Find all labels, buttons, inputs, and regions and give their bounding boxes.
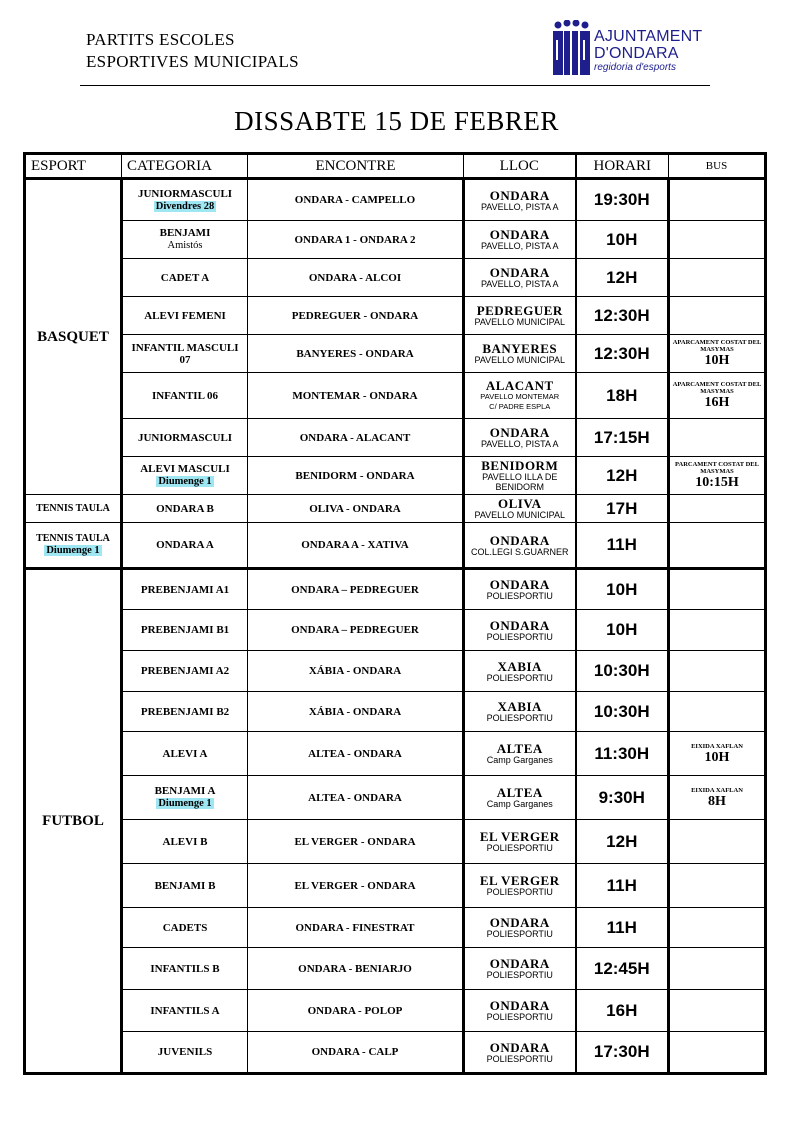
sport-futbol: FUTBOL <box>25 569 122 1074</box>
time-cell: 12:30H <box>576 297 669 335</box>
category-label: ALEVI FEMENI <box>144 309 226 322</box>
col-category: CATEGORIA <box>122 154 248 179</box>
place-name: ONDARA <box>489 265 550 280</box>
place-cell <box>464 373 576 419</box>
table-row <box>25 373 766 419</box>
category-cell <box>122 651 248 692</box>
match-cell: XÁBIA - ONDARA <box>248 692 464 732</box>
table-row <box>25 457 766 495</box>
place-cell <box>464 179 576 221</box>
place-name: ONDARA <box>489 998 550 1013</box>
match-cell: ONDARA A - XATIVA <box>248 523 464 569</box>
bus-note: APARCAMENT COSTAT DEL MASYMAS <box>672 339 762 353</box>
place-cell <box>464 610 576 651</box>
col-match: ENCONTRE <box>248 154 464 179</box>
place-cell <box>464 457 576 495</box>
time-cell: 12H <box>576 457 669 495</box>
time-cell: 17:30H <box>576 1032 669 1074</box>
bus-time: 10H <box>704 353 730 368</box>
time-cell: 16H <box>576 990 669 1032</box>
place-detail: PAVELLO ILLA DE <box>482 472 558 482</box>
logo-line-3: regidoria d'esports <box>594 62 676 73</box>
place-cell <box>464 259 576 297</box>
place-detail: POLIESPORTIU <box>486 631 553 642</box>
place-cell <box>464 523 576 569</box>
category-note-text: Amistós <box>167 240 203 251</box>
place-cell <box>464 776 576 820</box>
category-cell <box>122 297 248 335</box>
place-name: ONDARA <box>489 425 550 440</box>
category-cell <box>122 732 248 776</box>
match-cell: ALTEA - ONDARA <box>248 776 464 820</box>
place-cell <box>464 221 576 259</box>
match-cell: ONDARA - BENIARJO <box>248 948 464 990</box>
category-label: INFANTIL 06 <box>151 389 219 402</box>
match-cell: ONDARA - CALP <box>248 1032 464 1074</box>
category-cell <box>122 1032 248 1074</box>
place-detail: POLIESPORTIU <box>486 970 553 980</box>
category-label: PREBENJAMI A2 <box>140 665 230 677</box>
category-note <box>123 200 247 213</box>
place-detail: Camp Garganes <box>486 755 553 765</box>
place-cell <box>464 1032 576 1074</box>
place-name: OLIVA <box>498 496 542 511</box>
category-label: BENJAMI B <box>154 879 216 892</box>
table-row <box>25 495 766 523</box>
bus-note: PARCAMENT COSTAT DEL MASYMAS <box>675 461 759 475</box>
logo-line-2: D'ONDARA <box>594 45 679 62</box>
place-cell <box>464 495 576 523</box>
bus-time: 16H <box>704 395 730 410</box>
header-line-2: ESPORTIVES MUNICIPALS <box>86 52 299 71</box>
sport-tennis-taula <box>25 495 122 523</box>
category-cell <box>122 864 248 908</box>
place-name: ONDARA <box>489 187 550 203</box>
place-name: ONDARA <box>489 577 550 592</box>
logo-wordmark <box>594 28 702 74</box>
page-title: DISSABTE 15 DE FEBRER <box>234 106 559 136</box>
table-row <box>25 221 766 259</box>
time-cell: 17:15H <box>576 419 669 457</box>
place-detail: PAVELLO MUNICIPAL <box>474 317 566 327</box>
place-cell <box>464 651 576 692</box>
table-row <box>25 732 766 776</box>
place-cell <box>464 864 576 908</box>
place-name: ONDARA <box>489 1039 550 1055</box>
category-cell <box>122 948 248 990</box>
bus-cell <box>669 651 766 692</box>
category-cell <box>122 569 248 610</box>
schedule-table <box>23 152 767 1075</box>
bus-cell <box>669 335 766 373</box>
sport-tennis-label: TENNIS TAULA <box>36 503 110 514</box>
bus-cell <box>669 297 766 335</box>
category-cell <box>122 820 248 864</box>
sport-tennis-label: TENNIS TAULA <box>36 533 110 544</box>
col-bus: BUS <box>669 154 766 179</box>
match-cell: ONDARA – PEDREGUER <box>248 610 464 651</box>
bus-cell <box>669 990 766 1032</box>
bus-cell <box>669 864 766 908</box>
category-label: JUVENILS <box>157 1046 213 1058</box>
place-cell <box>464 297 576 335</box>
category-cell <box>122 523 248 569</box>
category-cell <box>122 908 248 948</box>
category-label: PREBENJAMI A1 <box>140 583 230 596</box>
bus-cell <box>669 373 766 419</box>
place-detail: COL.LEGI S.GUARNER <box>470 546 569 557</box>
bus-cell <box>669 569 766 610</box>
time-cell: 19:30H <box>576 179 669 221</box>
time-cell: 11:30H <box>576 732 669 776</box>
place-cell <box>464 692 576 732</box>
table-row <box>25 610 766 651</box>
category-label: ALEVI B <box>162 835 208 848</box>
place-name: ALTEA <box>496 741 543 756</box>
col-time: HORARI <box>576 154 669 179</box>
place-detail: PAVELLO MUNICIPAL <box>474 510 566 520</box>
category-cell <box>122 419 248 457</box>
time-cell: 9:30H <box>576 776 669 820</box>
bus-cell <box>669 419 766 457</box>
place-name: ALACANT <box>485 378 554 393</box>
category-label: INFANTILS B <box>150 962 220 975</box>
category-cell <box>122 259 248 297</box>
bus-cell <box>669 259 766 297</box>
place-detail: PAVELLO, PISTA A <box>480 241 559 251</box>
place-detail: PAVELLO MONTEMAR <box>480 392 560 401</box>
place-detail: POLIESPORTIU <box>486 1053 553 1064</box>
category-note <box>123 797 247 810</box>
time-cell: 10:30H <box>576 651 669 692</box>
category-label: INFANTIL MASCULI <box>131 341 239 354</box>
bus-time: 8H <box>708 793 726 809</box>
match-cell: BENIDORM - ONDARA <box>248 457 464 495</box>
category-cell <box>122 179 248 221</box>
category-cell <box>122 335 248 373</box>
bus-cell <box>669 1032 766 1074</box>
bus-cell <box>669 523 766 569</box>
bus-cell <box>669 948 766 990</box>
category-label: ONDARA A <box>156 539 214 551</box>
match-cell: OLIVA - ONDARA <box>248 495 464 523</box>
col-sport: ESPORT <box>25 154 122 179</box>
place-detail: POLIESPORTIU <box>486 887 553 897</box>
table-row <box>25 179 766 221</box>
time-cell: 10:30H <box>576 692 669 732</box>
category-cell <box>122 495 248 523</box>
table-row <box>25 335 766 373</box>
table-row <box>25 651 766 692</box>
table-row <box>25 948 766 990</box>
category-label: PREBENJAMI B1 <box>140 624 230 636</box>
match-cell: ONDARA - FINESTRAT <box>248 908 464 948</box>
table-row <box>25 1032 766 1074</box>
place-cell <box>464 732 576 776</box>
time-cell: 18H <box>576 373 669 419</box>
place-name: XABIA <box>497 699 542 714</box>
place-detail: POLIESPORTIU <box>486 1012 553 1022</box>
place-name: EL VERGER <box>479 829 560 844</box>
place-name: BANYERES <box>482 341 558 356</box>
place-cell <box>464 908 576 948</box>
category-label: PREBENJAMI B2 <box>140 705 230 718</box>
time-cell: 11H <box>576 523 669 569</box>
match-cell: EL VERGER - ONDARA <box>248 820 464 864</box>
category-note-text: Diumenge 1 <box>158 798 212 809</box>
category-cell <box>122 990 248 1032</box>
category-cell <box>122 221 248 259</box>
table-row <box>25 990 766 1032</box>
bus-cell <box>669 221 766 259</box>
category-cell <box>122 692 248 732</box>
match-cell: BANYERES - ONDARA <box>248 335 464 373</box>
match-cell: ALTEA - ONDARA <box>248 732 464 776</box>
place-name: ALTEA <box>496 785 543 800</box>
category-label: JUNIORMASCULI <box>137 431 233 444</box>
table-row <box>25 820 766 864</box>
category-note-text: Divendres 28 <box>155 200 215 212</box>
category-note-text: Diumenge 1 <box>158 476 212 487</box>
bus-cell <box>669 820 766 864</box>
place-detail: PAVELLO, PISTA A <box>480 201 559 212</box>
time-cell: 12H <box>576 259 669 297</box>
place-name: BENIDORM <box>481 458 559 473</box>
table-row <box>25 776 766 820</box>
match-cell: PEDREGUER - ONDARA <box>248 297 464 335</box>
time-cell: 12:30H <box>576 335 669 373</box>
category-note <box>123 475 247 488</box>
place-detail: Camp Garganes <box>486 799 553 809</box>
category-label-2: 07 <box>179 353 191 366</box>
category-label: BENJAMI A <box>154 785 216 797</box>
category-label: JUNIORMASCULI <box>137 187 233 200</box>
time-cell: 10H <box>576 569 669 610</box>
place-name: ONDARA <box>489 227 550 242</box>
place-name: ONDARA <box>489 617 550 633</box>
bus-cell <box>669 457 766 495</box>
bus-note: EIXIDA XAFLAN <box>691 786 743 794</box>
category-label: ALEVI A <box>162 747 208 760</box>
category-label: CADETS <box>162 921 208 934</box>
bus-cell <box>669 610 766 651</box>
place-detail-2: BENIDORM <box>495 482 544 492</box>
place-name: EL VERGER <box>479 873 560 888</box>
place-detail: POLIESPORTIU <box>486 672 553 683</box>
place-name: ONDARA <box>489 956 550 971</box>
time-cell: 10H <box>576 610 669 651</box>
place-cell <box>464 419 576 457</box>
bus-cell <box>669 495 766 523</box>
category-note <box>123 239 247 252</box>
bus-cell <box>669 776 766 820</box>
table-row <box>25 569 766 610</box>
header-line-1: PARTITS ESCOLES <box>86 30 235 49</box>
place-cell <box>464 335 576 373</box>
category-cell <box>122 373 248 419</box>
place-name: ONDARA <box>489 915 550 930</box>
time-cell: 11H <box>576 864 669 908</box>
match-cell: ONDARA - ALCOI <box>248 259 464 297</box>
place-detail: POLIESPORTIU <box>486 929 553 939</box>
header-title <box>86 29 299 73</box>
place-name: ONDARA <box>489 532 550 548</box>
match-cell: XÁBIA - ONDARA <box>248 651 464 692</box>
category-label: ONDARA B <box>156 502 214 515</box>
table-row <box>25 864 766 908</box>
table-header-row <box>25 154 766 179</box>
category-label: ALEVI MASCULI <box>140 463 230 475</box>
place-detail: PAVELLO MUNICIPAL <box>474 355 566 365</box>
bus-note: EIXIDA XAFLAN <box>691 742 743 750</box>
logo-line-1: AJUNTAMENT <box>594 28 703 45</box>
place-detail: POLIESPORTIU <box>486 843 553 853</box>
place-detail: PAVELLO, PISTA A <box>480 279 559 289</box>
table-row <box>25 908 766 948</box>
sport-tennis-taula-2 <box>25 523 122 569</box>
bus-cell <box>669 179 766 221</box>
category-cell <box>122 776 248 820</box>
bus-time: 10H <box>704 749 730 765</box>
category-label: BENJAMI <box>159 227 211 239</box>
table-row <box>25 523 766 569</box>
table-row <box>25 297 766 335</box>
time-cell: 12:45H <box>576 948 669 990</box>
match-cell: MONTEMAR - ONDARA <box>248 373 464 419</box>
place-detail: POLIESPORTIU <box>486 591 553 601</box>
time-cell: 10H <box>576 221 669 259</box>
category-cell <box>122 457 248 495</box>
place-cell <box>464 990 576 1032</box>
bus-cell <box>669 908 766 948</box>
time-cell: 12H <box>576 820 669 864</box>
match-cell: ONDARA - CAMPELLO <box>248 179 464 221</box>
category-cell <box>122 610 248 651</box>
match-cell: ONDARA - POLOP <box>248 990 464 1032</box>
place-cell <box>464 948 576 990</box>
place-cell <box>464 820 576 864</box>
bus-cell <box>669 692 766 732</box>
category-label: CADET A <box>160 271 210 284</box>
bus-cell <box>669 732 766 776</box>
match-cell: ONDARA – PEDREGUER <box>248 569 464 610</box>
table-row <box>25 259 766 297</box>
match-cell: EL VERGER - ONDARA <box>248 864 464 908</box>
place-name: XABIA <box>497 658 542 674</box>
match-cell: ONDARA - ALACANT <box>248 419 464 457</box>
header-divider <box>80 85 710 86</box>
place-detail-2: C/ PADRE ESPLA <box>489 402 551 411</box>
place-detail: POLIESPORTIU <box>486 713 553 723</box>
table-row <box>25 419 766 457</box>
sport-note: Diumenge 1 <box>46 545 100 556</box>
bus-note: APARCAMENT COSTAT DEL MASYMAS <box>672 381 762 395</box>
place-cell <box>464 569 576 610</box>
category-label: INFANTILS A <box>150 1004 220 1017</box>
place-detail: PAVELLO, PISTA A <box>480 439 559 449</box>
bus-time: 10:15H <box>695 475 739 490</box>
time-cell: 17H <box>576 495 669 523</box>
sport-basquet: BASQUET <box>25 179 122 495</box>
place-name: PEDREGUER <box>476 303 563 318</box>
col-place: LLOC <box>464 154 576 179</box>
match-cell: ONDARA 1 - ONDARA 2 <box>248 221 464 259</box>
table-row <box>25 692 766 732</box>
time-cell: 11H <box>576 908 669 948</box>
